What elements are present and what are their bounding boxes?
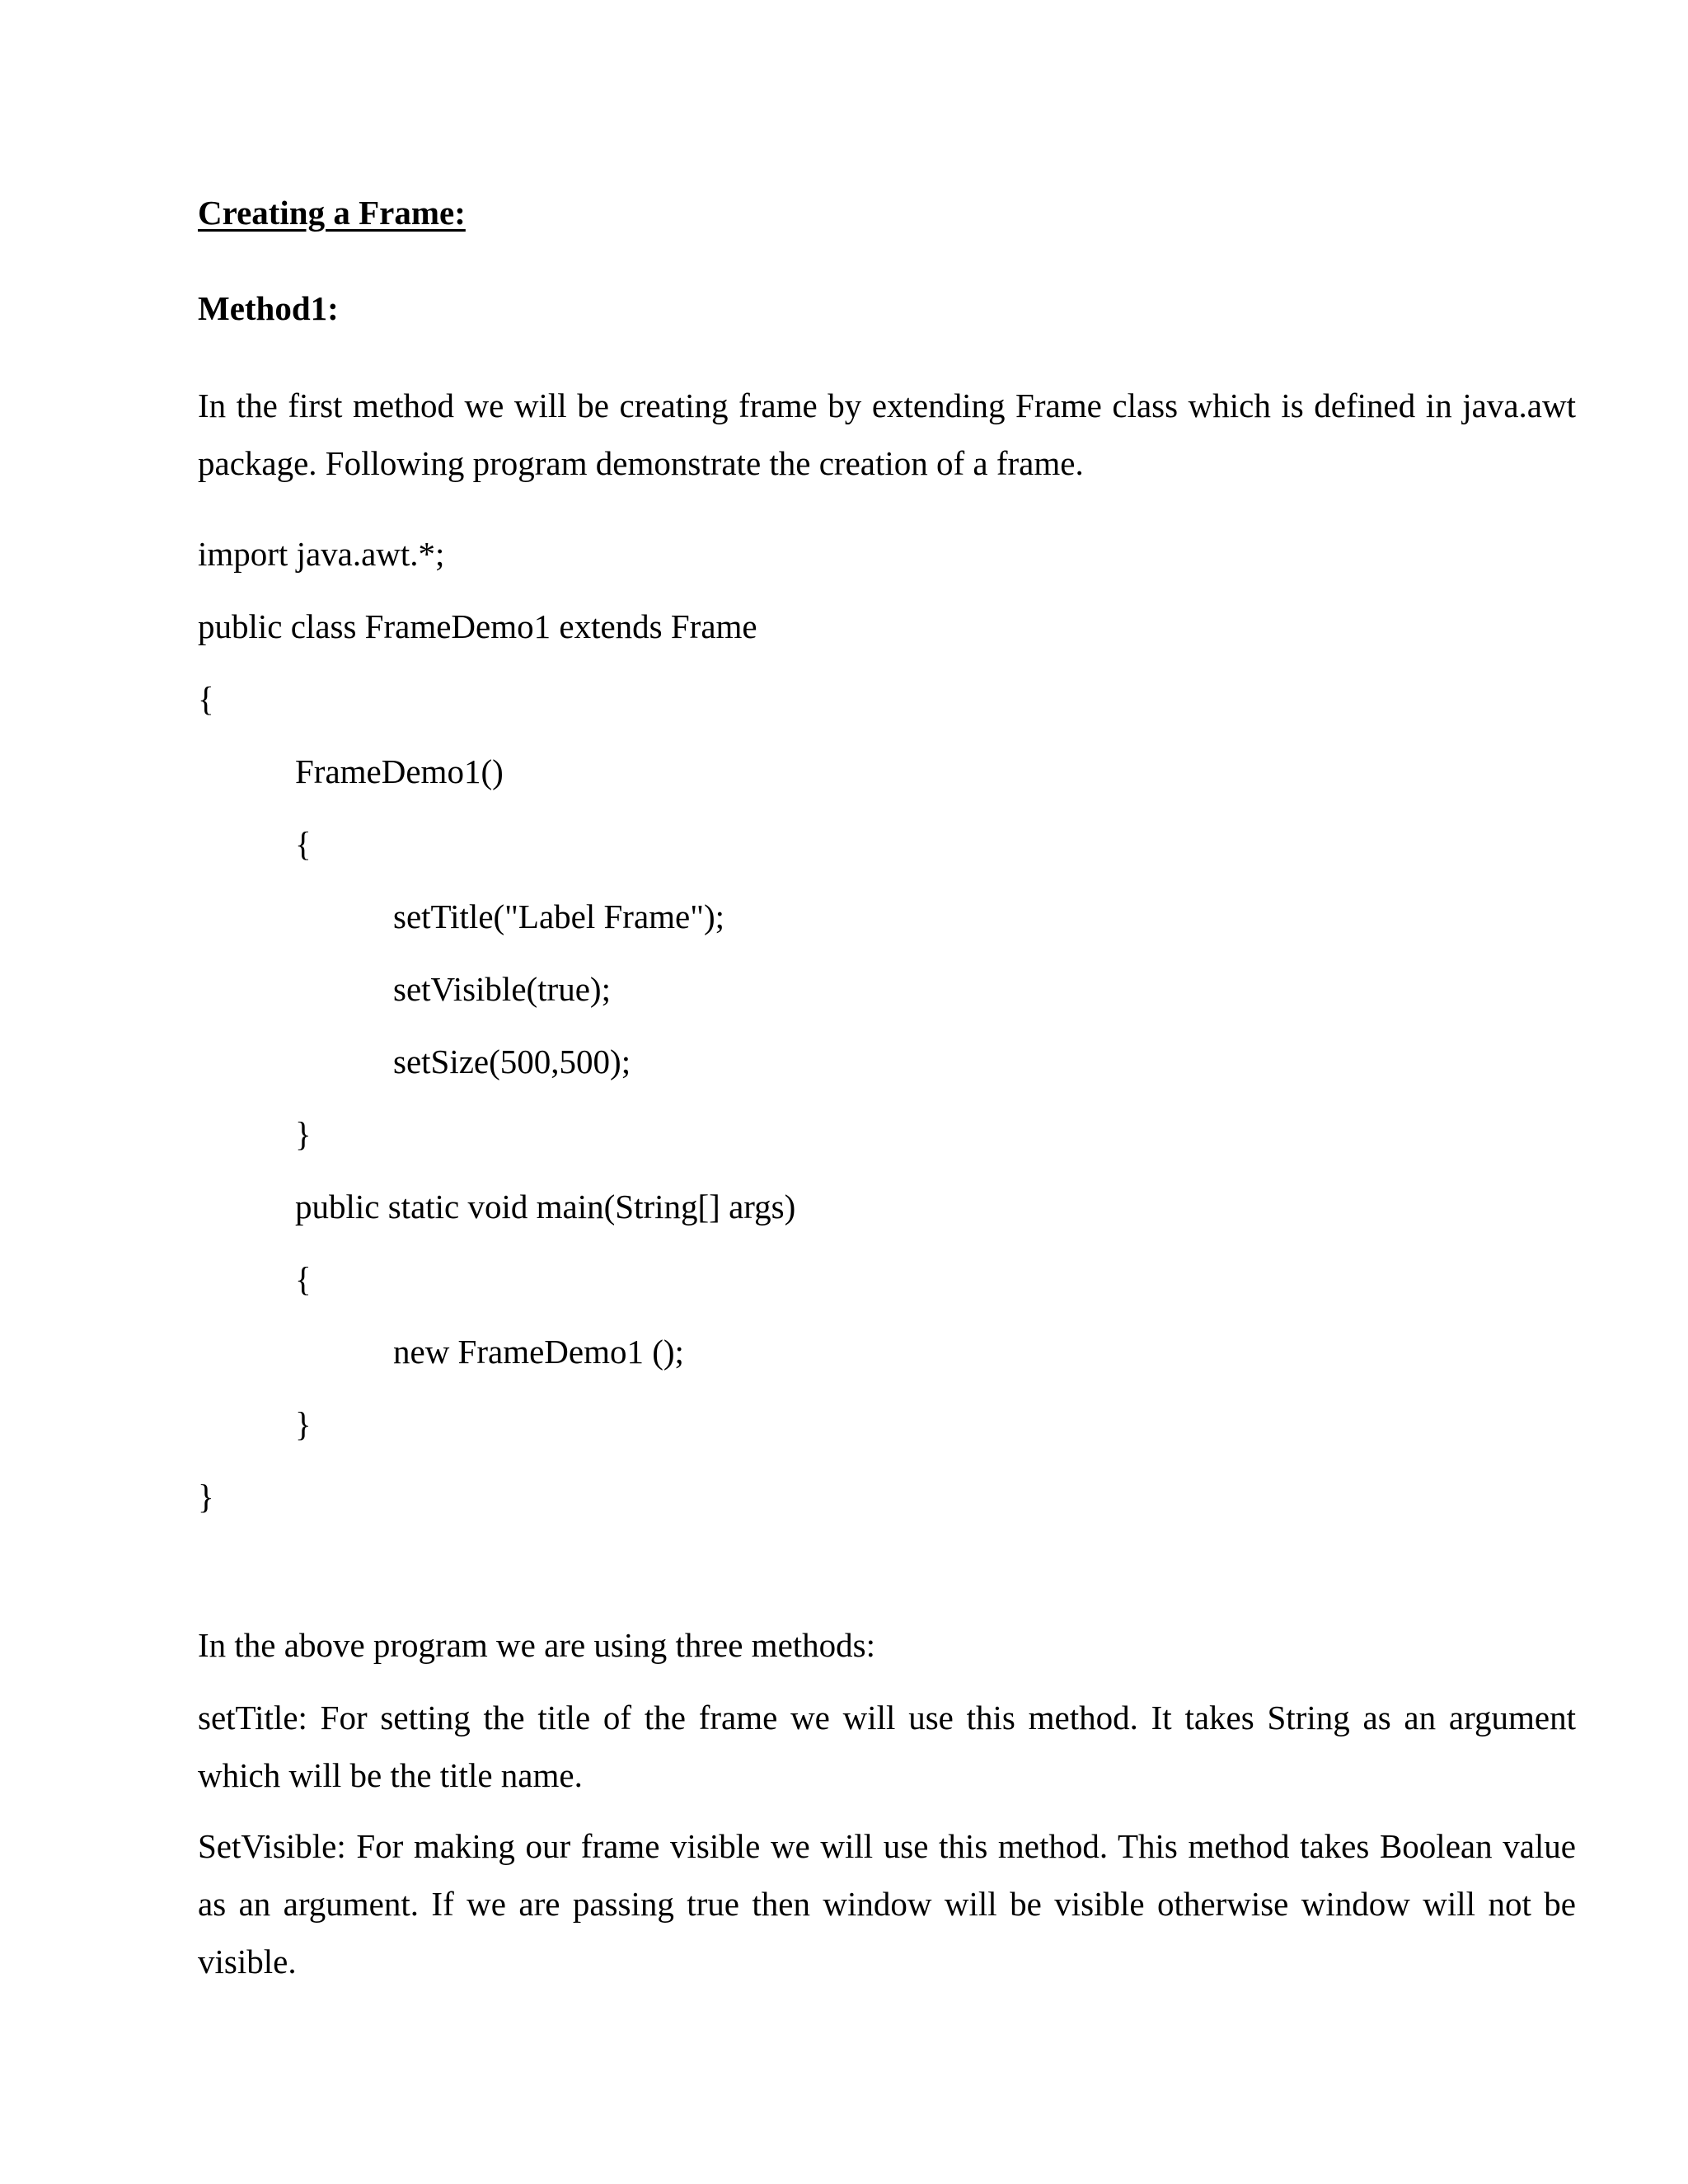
code-line: setTitle("Label Frame"); xyxy=(393,898,725,935)
code-line: { xyxy=(295,825,312,863)
code-line: setSize(500,500); xyxy=(393,1043,631,1080)
code-line: } xyxy=(295,1115,312,1153)
explanation-setvisible: SetVisible: For making our frame visible we will use this method. This method takes Boolean value as an argument. If we are passing true then window will be visible otherwise window will not be visible. xyxy=(198,1827,1576,1980)
explanation-settitle: setTitle: For setting the title of the frame we will use this method. It takes String as an argument which will be the title name. xyxy=(198,1699,1576,1794)
section-title: Creating a Frame: xyxy=(198,194,466,232)
code-line: { xyxy=(295,1260,312,1298)
code-line: public static void main(String[] args) xyxy=(295,1188,796,1226)
code-line: } xyxy=(198,1478,214,1516)
method-heading: Method1: xyxy=(198,289,339,327)
code-line: setVisible(true); xyxy=(393,970,611,1008)
code-line: public class FrameDemo1 extends Frame xyxy=(198,607,757,645)
code-line: import java.awt.*; xyxy=(198,535,445,573)
code-line: { xyxy=(198,680,214,718)
code-line: FrameDemo1() xyxy=(295,752,504,790)
explanation-intro: In the above program we are using three methods: xyxy=(198,1626,876,1664)
intro-paragraph: In the first method we will be creating frame by extending Frame class which is defined in java.awt package. Following program demonstrate the creation of a frame. xyxy=(198,387,1576,482)
code-line: } xyxy=(295,1405,312,1443)
code-line: new FrameDemo1 (); xyxy=(393,1333,684,1371)
